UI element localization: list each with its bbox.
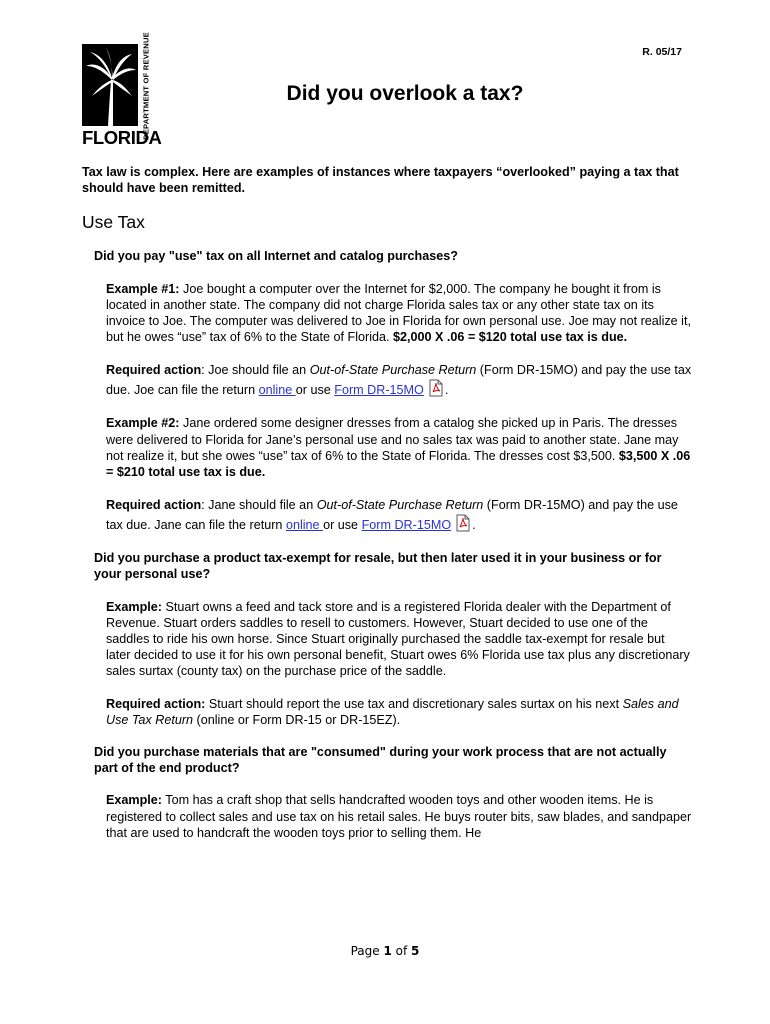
example-text: Jane ordered some designer dresses from a catalog she picked up in Paris. The dresses were delivered to Florida for Jane’s personal use and no sales tax was paid to another state. Jane may not realize it, but she owes “use” tax of 6% to the State of Florida. The dresses cost $3,500. [106, 416, 679, 463]
example-paragraph [106, 281, 692, 346]
form-dr15mo-link[interactable]: Form DR-15MO [361, 518, 452, 533]
pdf-icon[interactable] [454, 514, 472, 532]
form-name: Out-of-State Purchase Return [309, 363, 477, 378]
logo-wordmark: FLORIDA [82, 127, 162, 148]
example-label: Example #1: [106, 281, 180, 296]
example-paragraph [106, 599, 692, 680]
section-heading: Use Tax [82, 212, 145, 233]
action-label: Required action: [106, 696, 206, 711]
logo-vertical-text: DEPARTMENT OF REVENUE [141, 32, 151, 140]
example-text: Tom has a craft shop that sells handcrafted wooden toys and other wooden items. He is registered to collect sales and use tax on his retail sales. He buys router bits, saw blades, and sandpaper that are used to handcraft the wooden toys prior to selling them. He [106, 793, 692, 840]
page-title: Did you overlook a tax? [286, 82, 524, 105]
intro-paragraph: Tax law is complex. Here are examples of instances where taxpayers “overlooked” paying a tax that should have been remitted. [82, 165, 679, 196]
required-action-paragraph: Required action: Stuart should report the use tax and discretionary sales surtax on his next Sales and Use Tax Return (online or Form DR-15 or DR-15EZ). [106, 696, 679, 727]
online-link[interactable]: online [258, 383, 296, 398]
required-action-paragraph: Required action: Jane should file an Out-of-State Purchase Return (Form DR-15MO) and pay the use tax due. Jane can file the return online or use Form DR-15MO . [106, 498, 678, 533]
example-text: Stuart owns a feed and tack store and is a registered Florida dealer with the Department of Revenue. Stuart orders saddles to resell to customers. However, Stuart decided to use one of the saddles to ride his own horse. Since Stuart originally purchased the saddle tax-exempt for resale but later decided to use it for his own personal benefit, Stuart owes 6% Florida use tax plus any discretionary sales surtax (county tax) on the purchase price of the saddle. [106, 599, 690, 679]
question-heading: Did you purchase materials that are "consumed" during your work process that are not actually part of the end product? [94, 745, 667, 776]
form-name: Out-of-State Purchase Return [316, 498, 484, 513]
form-name: Sales and Use Tax Return [106, 696, 679, 727]
example-total: $2,000 X .06 = $120 total use tax is due. [393, 330, 628, 345]
example-total: $3,500 X .06 = $210 total use tax is due. [106, 448, 691, 480]
question-heading: Did you purchase a product tax-exempt for resale, but then later used it in your business or for your personal use? [94, 551, 662, 582]
example-text: Joe bought a computer over the Internet for $2,000. The company he bought it from is located in another state. The company did not charge Florida sales tax or any other state tax on its invoice to Joe. The computer was delivered to Joe in Florida for own personal use. Joe may not realize it, but he owes “use” tax of 6% to the State of Florida. [106, 281, 691, 345]
pdf-icon[interactable] [427, 379, 445, 397]
example-paragraph [106, 792, 692, 841]
action-label: Required action [106, 363, 202, 378]
example-label: Example: [106, 599, 162, 614]
form-dr15mo-link[interactable]: Form DR-15MO [334, 383, 424, 398]
example-label: Example #2: [106, 416, 180, 431]
example-paragraph [106, 415, 692, 480]
action-label: Required action [106, 498, 202, 513]
page-number: Page 1 of 5 [350, 944, 420, 958]
document-body [82, 164, 692, 857]
required-action-paragraph: Required action: Joe should file an Out-of-State Purchase Return (Form DR-15MO) and pay the use tax due. Joe can file the return online or use Form DR-15MO . [106, 363, 692, 398]
question-heading: Did you pay "use" tax on all Internet and catalog purchases? [94, 249, 458, 264]
online-link[interactable]: online [285, 518, 324, 533]
revision-code: R. 05/17 [642, 46, 682, 58]
example-label: Example: [106, 793, 162, 808]
